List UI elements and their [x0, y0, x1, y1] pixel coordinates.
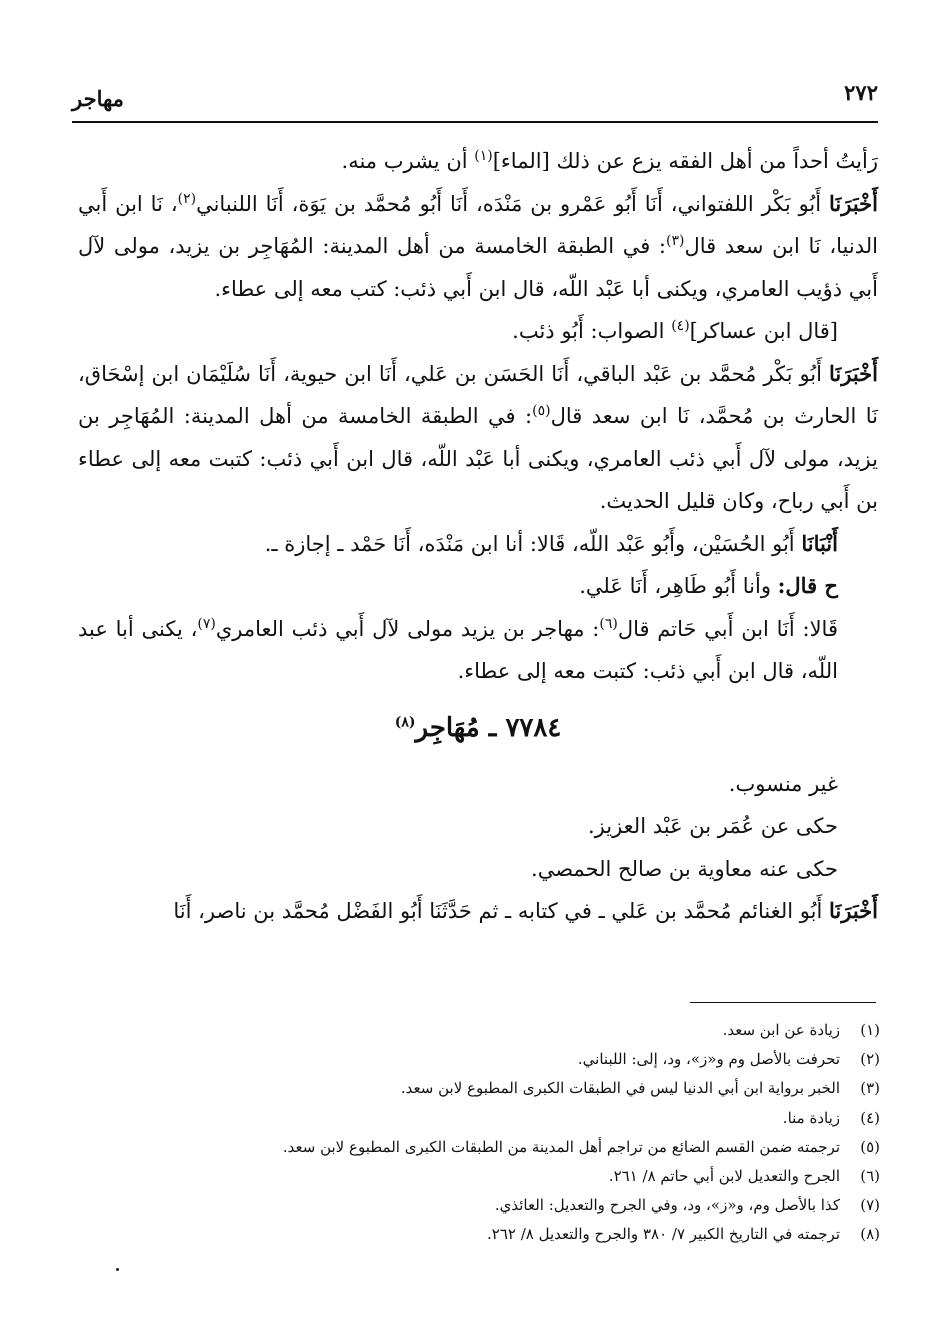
paragraph-7	[78, 608, 878, 693]
footnote-number: (٧)	[860, 1196, 880, 1215]
paragraph-8: غير منسوب.	[728, 771, 838, 796]
footnote-1	[80, 1016, 880, 1045]
footnote-ref: (١)	[474, 148, 493, 164]
paragraph-3	[78, 310, 878, 353]
footnote-separator	[690, 1002, 876, 1003]
footnote-ref: (٤)	[671, 318, 690, 334]
footnote-text: ترجمته في التاريخ الكبير ٧/ ٣٨٠ والجرح والتعديل ٨/ ٢٦٢.	[487, 1225, 840, 1244]
footnote-number: (٤)	[860, 1108, 880, 1127]
footnote-number: (١)	[860, 1021, 880, 1039]
running-title: مهاجر	[72, 86, 124, 111]
narration-keyword: أَخْبَرَنَا	[829, 190, 878, 216]
paragraph-1	[78, 140, 878, 183]
footnote-number: (٢)	[860, 1050, 880, 1069]
footnote-number: (٨)	[860, 1225, 880, 1244]
body-text	[78, 140, 878, 933]
scan-speck	[116, 1268, 119, 1271]
page-header	[72, 74, 878, 122]
footnotes	[80, 1016, 880, 1250]
text: أَبُو بَكْر اللفتواني، أَنَا أَبُو عَمْرو بن مَنْدَه، أَنَا أَبُو مُحمَّد بن يَوَة، أَنَا اللنباني	[196, 191, 830, 216]
footnote-text: ترجمته ضمن القسم الضائع من تراجم أهل المدينة من الطبقات الكبرى المطبوع لابن سعد.	[282, 1137, 840, 1156]
text: الصواب: أَبُو ذئب.	[512, 319, 672, 343]
text: : في الطبقة الخامسة من أهل المدينة: المُهَاجِر بن يزيد، مولى لآل أَبي ذئب العامري، ويكنى أبا عَبْد اللّه، قال ابن أَبي ذئب: كتبت معه إلى عطاء بن أَبي رباح، وكان قليل الحديث.	[78, 404, 878, 513]
footnote-3	[80, 1074, 880, 1103]
footnote-number: (٣)	[860, 1079, 880, 1098]
text: أَبُو الحُسَيْن، وأَبُو عَبْد اللّه، قَالا: أنا ابن مَنْدَه، أَنَا حَمْد ـ إجازة ـ.	[264, 531, 802, 556]
entry-title: ٧٧٨٤ ـ مُهَاجِر	[415, 712, 562, 743]
footnote-2	[80, 1045, 880, 1074]
footnote-text: الخبر برواية ابن أبي الدنيا ليس في الطبقات الكبرى المطبوع لابن سعد.	[400, 1079, 840, 1098]
narration-keyword: أَخْبَرَنَا	[829, 898, 878, 923]
footnote-number: (٥)	[860, 1137, 880, 1156]
entry-heading	[78, 693, 878, 763]
footnote-7	[80, 1191, 880, 1220]
narration-keyword: أَخْبَرَنَا	[829, 360, 878, 386]
narration-keyword: أَنْبَانَا	[801, 530, 838, 556]
paragraph-4	[78, 353, 878, 523]
page-number: ٢٧٢	[844, 80, 878, 105]
text: رَأيتُ أحداً من أهل الفقه يزع عن ذلك [الماء]	[492, 149, 878, 173]
text: ، نَا ابن أَبي الدنيا، نَا ابن سعد قال	[78, 191, 878, 258]
paragraph-9: حكى عن عُمَر بن عَبْد العزيز.	[587, 814, 838, 838]
paragraph-5	[78, 523, 878, 566]
paragraph-11	[78, 890, 878, 933]
footnote-ref: (٨)	[394, 713, 416, 730]
footnote-text: كذا بالأصل وم، و«ز»، ود، وفي الجرح والتعديل: العائذي.	[494, 1196, 840, 1215]
footnote-ref: (٢)	[177, 190, 197, 207]
text: [قال ابن عساكر]	[689, 319, 838, 343]
footnote-ref: (٣)	[665, 233, 685, 249]
text: أَبُو الغنائم مُحمَّد بن عَلي ـ في كتابه ـ ثم حَدَّثَنَا أَبُو الفَضْل مُحمَّد بن ناصر، أَنَا	[173, 899, 830, 923]
footnote-text: زيادة منا.	[782, 1108, 840, 1127]
paragraph-6	[78, 565, 878, 608]
paragraph-10: حكى عنه معاوية بن صالح الحمصي.	[531, 856, 838, 881]
text: : في الطبقة الخامسة من أهل المدينة: المُهَاجِر بن يزيد، مولى لآل أَبي ذؤيب العامري، ويكنى أبا عَبْد اللّه، قال ابن أَبي ذئب: كتب معه إلى عطاء.	[78, 234, 878, 301]
text: قَالا: أَنَا ابن أَبي حَاتم قال	[617, 616, 838, 641]
header-rule	[72, 121, 878, 123]
footnote-8	[80, 1220, 880, 1249]
text: أن يشرب منه.	[341, 149, 475, 173]
text: أَبُو بَكْر مُحمَّد بن عَبْد الباقي، أَنَا الحَسَن بن عَلي، أَنَا ابن حيوية، أَنَا سُلَيْمَان ابن إسْحَاق، نَا الحارث بن مُحمَّد، نَا ابن سعد قال	[78, 361, 879, 428]
footnote-6	[80, 1162, 880, 1191]
text: وأنا أَبُو طَاهِر، أَنَا عَلي.	[579, 574, 778, 598]
footnote-text: تحرفت بالأصل وم و«ز»، ود، إلى: اللبناني.	[577, 1050, 840, 1069]
paragraph-2	[78, 183, 878, 311]
narration-keyword: ح قال:	[777, 573, 838, 598]
footnote-number: (٦)	[860, 1167, 880, 1186]
text: ، يكنى أبا عبد اللّه، قال ابن أَبي ذئب: كتبت معه إلى عطاء.	[78, 616, 838, 683]
footnote-text: الجرح والتعديل لابن أبي حاتم ٨/ ٢٦١.	[608, 1167, 840, 1186]
footnote-5	[80, 1133, 880, 1162]
footnote-text: زيادة عن ابن سعد.	[722, 1021, 840, 1039]
footnote-ref: (٦)	[599, 615, 618, 632]
footnote-4	[80, 1104, 880, 1133]
footnote-ref: (٧)	[197, 615, 216, 632]
text: : مهاجر بن يزيد مولى لآل أَبي ذئب العامري	[215, 616, 600, 641]
footnote-ref: (٥)	[532, 403, 551, 419]
